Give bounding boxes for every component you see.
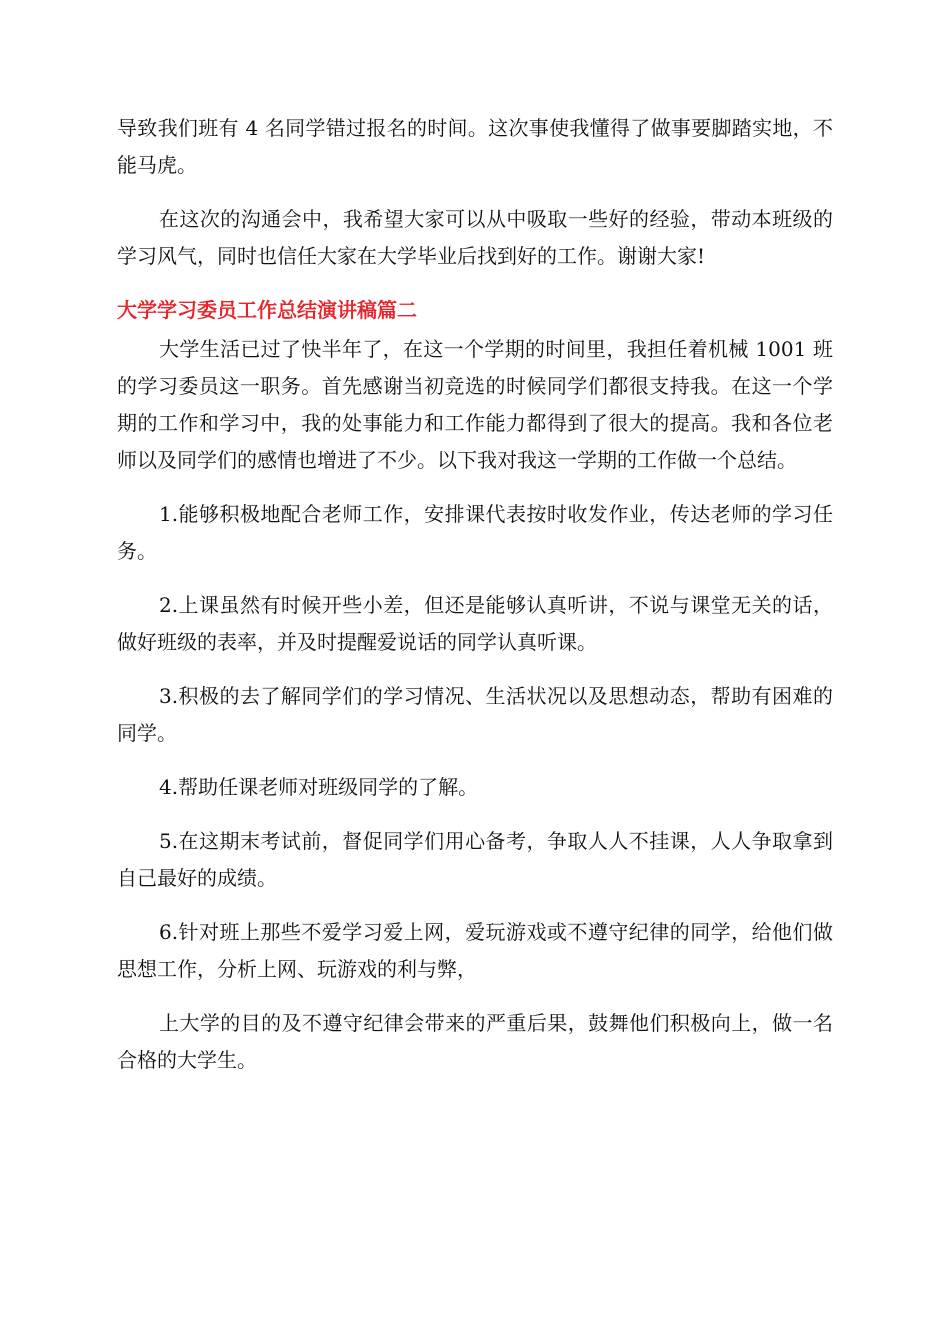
list-item-3: 3.积极的去了解同学们的学习情况、生活状况以及思想动态，帮助有困难的同学。 <box>117 684 833 745</box>
section-heading: 大学学习委员工作总结演讲稿篇二 <box>117 298 417 322</box>
paragraph-2: 在这次的沟通会中，我希望大家可以从中吸取一些好的经验，带动本班级的学习风气，同时也信任大家在大学毕业后找到好的工作。谢谢大家! <box>117 207 833 268</box>
paragraph-closing: 上大学的目的及不遵守纪律会带来的严重后果，鼓舞他们积极向上，做一名合格的大学生。 <box>117 1011 833 1072</box>
document-page <box>117 110 833 1096</box>
list-item-6: 6.针对班上那些不爱学习爱上网，爱玩游戏或不遵守纪律的同学，给他们做思想工作，分析上网、玩游戏的利与弊， <box>117 920 833 981</box>
paragraph-intro: 大学生活已过了快半年了，在这一个学期的时间里，我担任着机械 1001 班的学习委员这一职务。首先感谢当初竞选的时候同学们都很支持我。在这一个学期的工作和学习中，我的处事能力和工作能力都得到了很大的提高。我和各位老师以及同学们的感情也增进了不少。以下我对我这一学期的工作做一个总结。 <box>117 337 833 472</box>
list-item-1: 1.能够积极地配合老师工作，安排课代表按时收发作业，传达老师的学习任务。 <box>117 502 833 563</box>
list-item-2: 2.上课虽然有时候开些小差，但还是能够认真听讲，不说与课堂无关的话，做好班级的表率，并及时提醒爱说话的同学认真听课。 <box>117 593 833 654</box>
list-item-5: 5.在这期末考试前，督促同学们用心备考，争取人人不挂课，人人争取拿到自己最好的成绩。 <box>117 829 833 890</box>
paragraph-1: 导致我们班有 4 名同学错过报名的时间。这次事使我懂得了做事要脚踏实地，不能马虎。 <box>117 116 833 177</box>
list-item-4: 4.帮助任课老师对班级同学的了解。 <box>159 775 479 799</box>
